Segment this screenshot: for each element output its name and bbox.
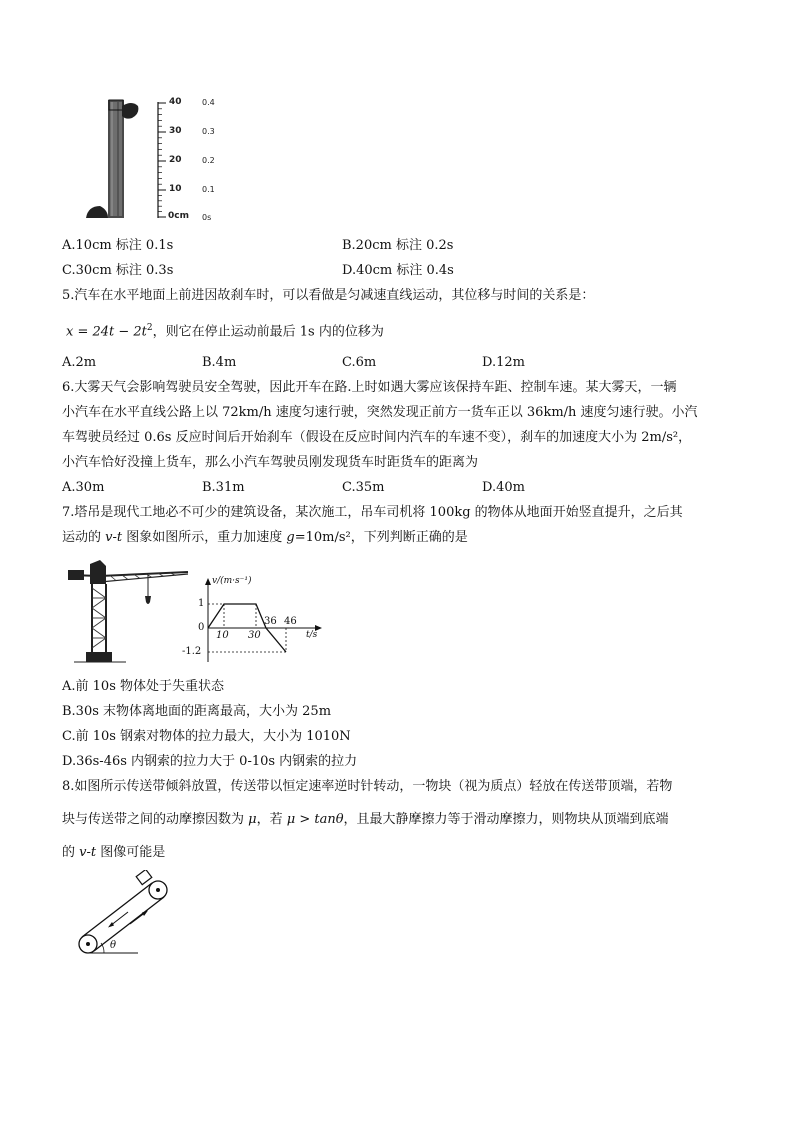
q7-option-b: B.30s 末物体离地面的距离最高，大小为 25m [62, 704, 332, 719]
q7-vt: v-t [105, 530, 123, 545]
vt-ytick-1: 1 [198, 598, 205, 609]
q5-formula: x = 24t − 2t [66, 324, 147, 340]
q8-mu: μ [248, 812, 257, 827]
cm-label-20: 20 [169, 155, 182, 165]
q8-condition: μ > tanθ [286, 812, 344, 827]
cm-label-0: 0cm [168, 211, 189, 221]
q6-line-4: 小汽车恰好没撞上货车，那么小汽车驾驶员刚发现货车时距货车的距离为 [62, 455, 479, 470]
s-label-04: 0.4 [202, 98, 215, 107]
q7-line-2-a: 运动的 [62, 530, 106, 545]
q8-line-2-b: ，若 [256, 812, 287, 827]
q5-option-b: B.4m [202, 355, 237, 370]
cm-label-30: 30 [169, 126, 182, 136]
tower-crane-drawing [66, 558, 190, 664]
q4-option-c: C.30cm 标注 0.3s [62, 263, 174, 278]
s-label-03: 0.3 [202, 127, 215, 136]
q4-option-d: D.40cm 标注 0.4s [342, 263, 454, 278]
q6-line-2: 小汽车在水平直线公路上以 72km/h 速度匀速行驶，突然发现正前方一货车正以 36km/h 速度匀速行驶。小汽 [62, 405, 698, 420]
q7-option-a: A.前 10s 物体处于失重状态 [62, 679, 224, 694]
q6-line-3: 车驾驶员经过 0.6s 反应时间后开始刹车（假设在反应时间内汽车的车速不变），刹车的加速度大小为 2m/s²， [62, 430, 692, 445]
vt-xtick-10: 10 [216, 630, 229, 641]
q5-line-2 [66, 320, 384, 340]
q6-option-a: A.30m [62, 480, 105, 495]
q5-question-text: ，则它在停止运动前最后 1s 内的位移为 [152, 324, 384, 340]
q7-line-2 [62, 529, 468, 546]
q7-option-d: D.36s-46s 内钢索的拉力大于 0-10s 内钢索的拉力 [62, 754, 358, 769]
q7-line-2-c: =10m/s²，下列判断正确的是 [294, 530, 468, 545]
q7-g: g [286, 530, 295, 545]
conveyor-figure [74, 870, 174, 960]
vt-xlabel: t/s [306, 630, 318, 640]
vt-graph-drawing [194, 574, 324, 666]
q8-line-2-a: 块与传送带之间的动摩擦因数为 [62, 812, 249, 827]
q5-option-d: D.12m [482, 355, 525, 370]
q8-line-3 [62, 844, 165, 861]
vt-xtick-36: 36 [264, 616, 277, 627]
q4-option-b: B.20cm 标注 0.2s [342, 238, 454, 253]
vt-xtick-46: 46 [284, 616, 297, 627]
vt-ytick-neg: -1.2 [182, 646, 202, 657]
cm-label-10: 10 [169, 184, 182, 194]
q6-option-d: D.40m [482, 480, 525, 495]
q8-line-3-b: 图像可能是 [96, 845, 166, 860]
q8-line-2-c: ，且最大静摩擦力等于滑动摩擦力，则物块从顶端到底端 [343, 812, 669, 827]
theta-label: θ [110, 940, 117, 951]
conveyor-drawing [74, 870, 174, 960]
vt-graph [182, 574, 324, 666]
vt-ylabel: v/(m·s⁻¹) [212, 576, 252, 586]
q6-option-c: C.35m [342, 480, 385, 495]
vt-xtick-30: 30 [248, 630, 261, 641]
ruler-figure [82, 94, 222, 226]
q7-option-c: C.前 10s 钢索对物体的拉力最大，大小为 1010N [62, 729, 351, 744]
q6-option-b: B.31m [202, 480, 245, 495]
q5-line-1: 5.汽车在水平地面上前进因故刹车时，可以看做是匀减速直线运动，其位移与时间的关系是： [62, 288, 595, 303]
tower-crane-figure [66, 558, 190, 664]
ruler-drawing [82, 94, 222, 226]
q6-line-1: 6.大雾天气会影响驾驶员安全驾驶，因此开车在路.上时如遇大雾应该保持车距、控制车速。某大雾天，一辆 [62, 380, 677, 395]
cm-label-40: 40 [169, 97, 182, 107]
s-label-01: 0.1 [202, 185, 215, 194]
s-label-02: 0.2 [202, 156, 215, 165]
q8-line-2 [62, 811, 669, 828]
vt-ytick-0: 0 [198, 622, 205, 633]
q7-line-2-b: 图象如图所示，重力加速度 [122, 530, 287, 545]
q5-option-c: C.6m [342, 355, 377, 370]
q7-line-1: 7.塔吊是现代工地必不可少的建筑设备，某次施工，吊车司机将 100kg 的物体从地面开始竖直提升，之后其 [62, 505, 683, 520]
q8-vt: v-t [79, 845, 97, 860]
q5-formula-exponent: 2 [146, 323, 153, 333]
s-label-0: 0s [202, 213, 212, 222]
q4-option-a: A.10cm 标注 0.1s [62, 238, 174, 253]
q8-line-3-a: 的 [62, 845, 80, 860]
q5-option-a: A.2m [62, 355, 97, 370]
q8-line-1: 8.如图所示传送带倾斜放置，传送带以恒定速率逆时针转动，一物块（视为质点）轻放在传送带顶端，若物 [62, 779, 673, 794]
